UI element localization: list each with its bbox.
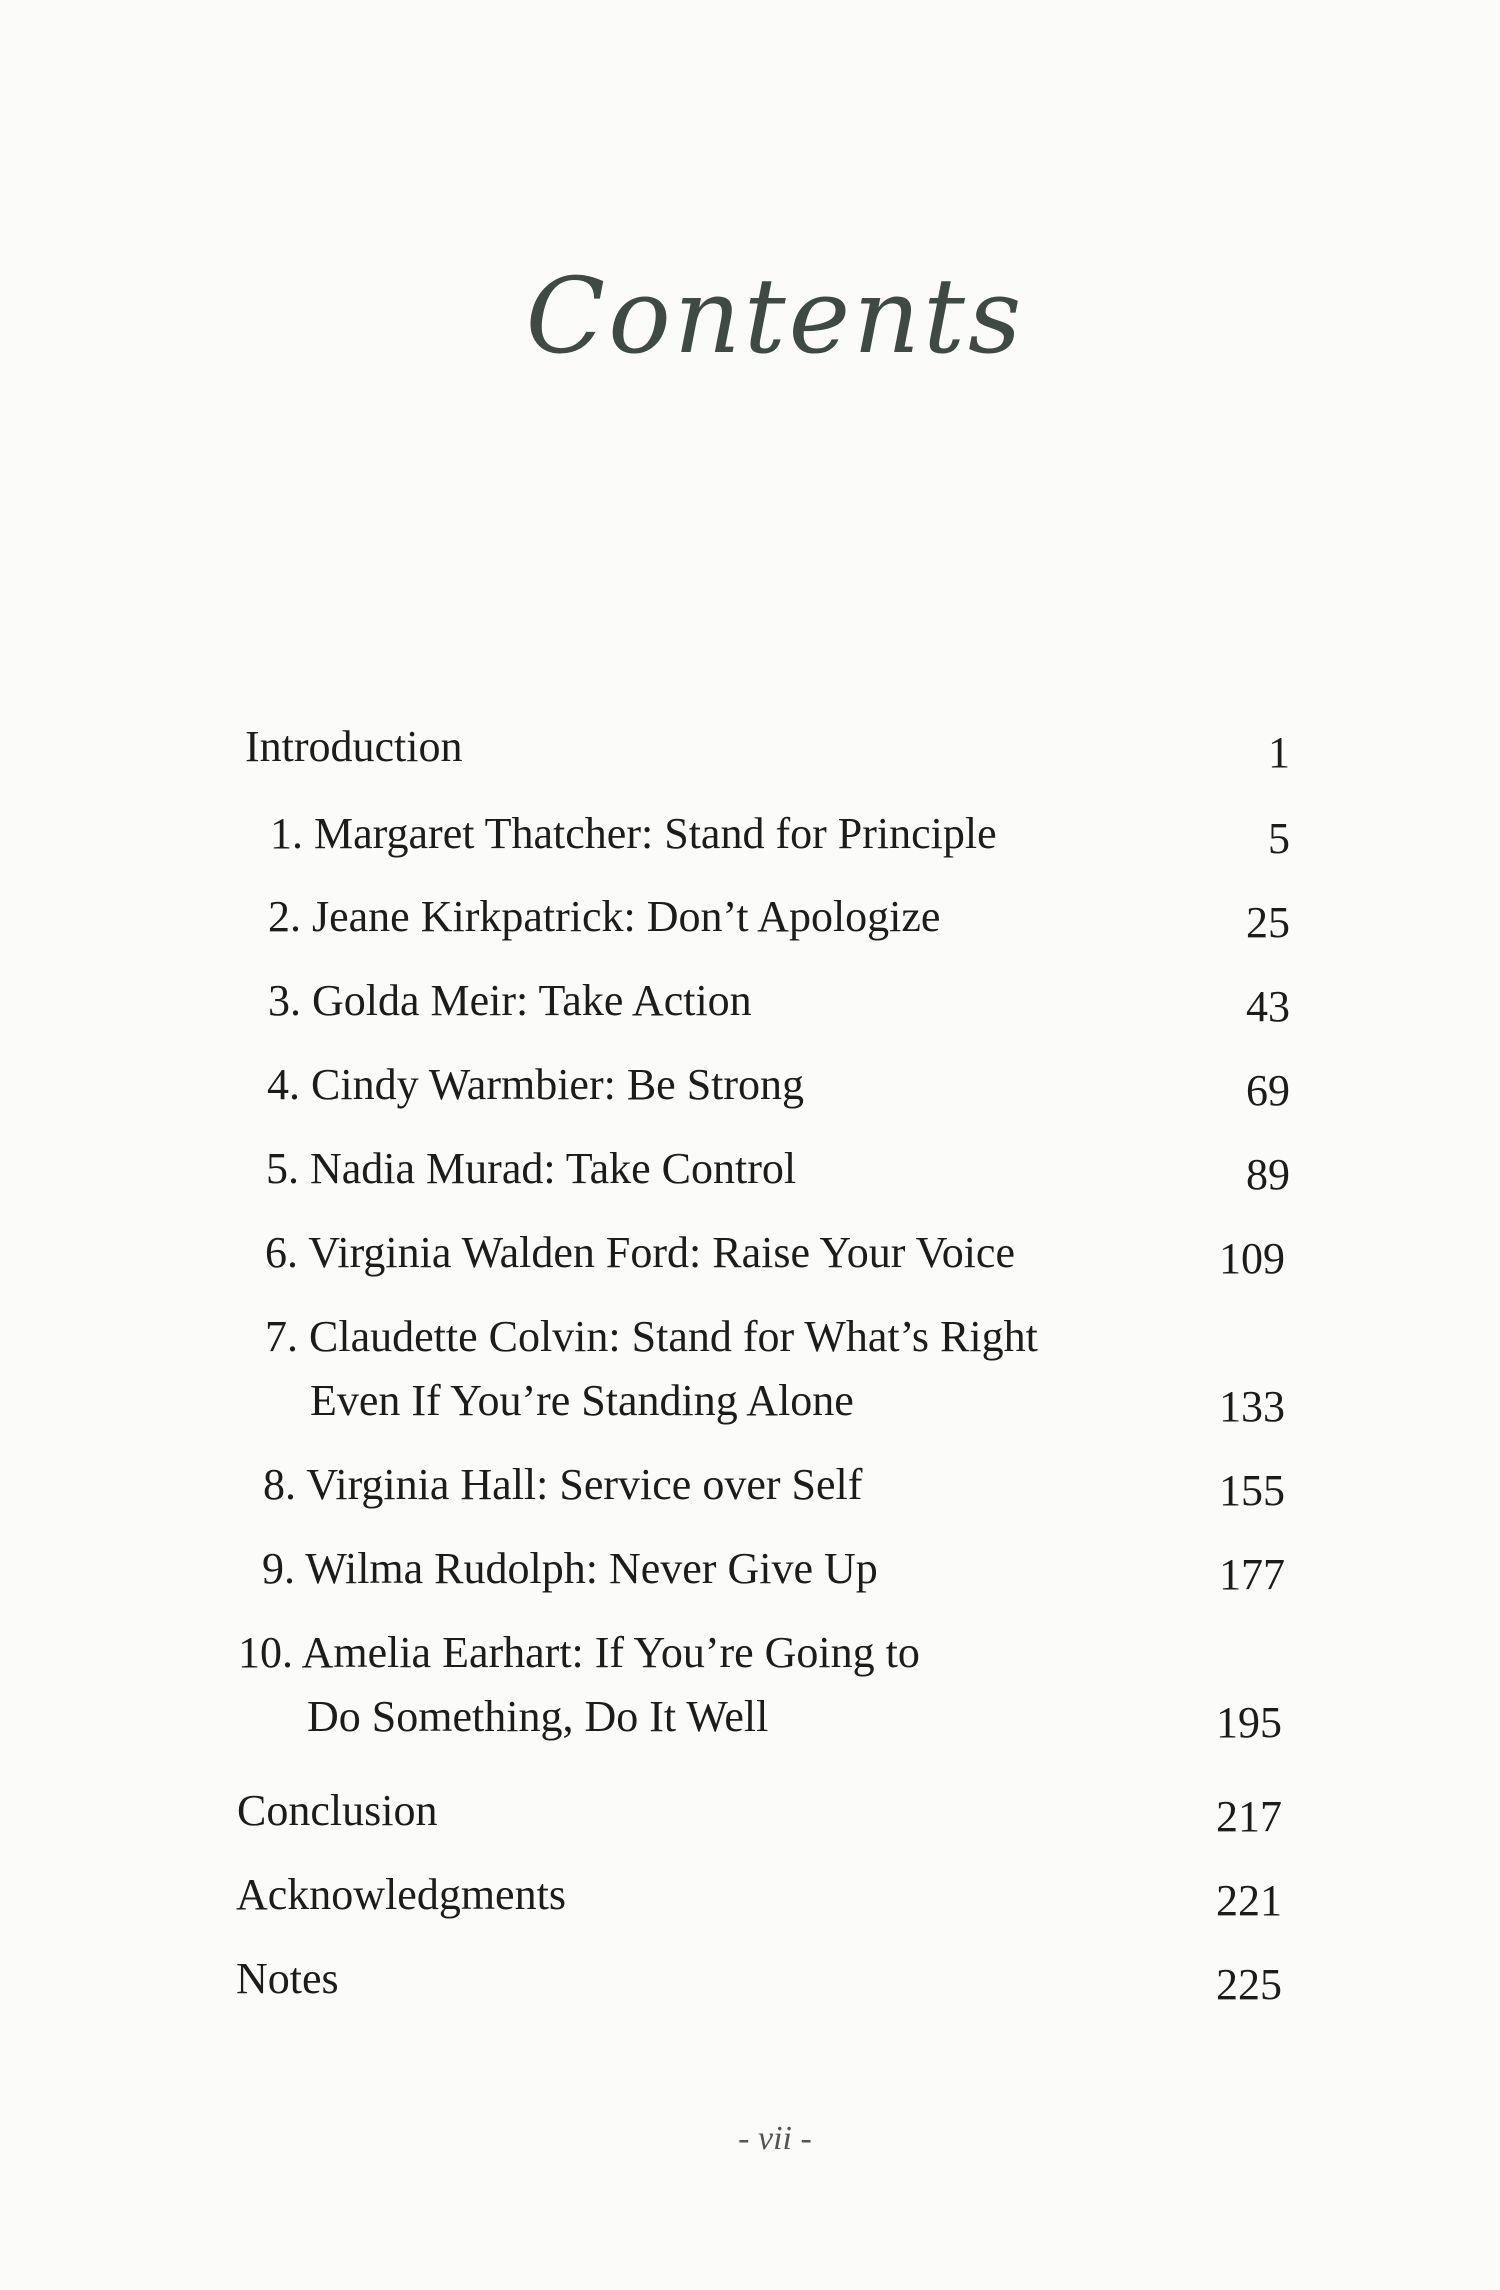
toc-entry-chapter-10-continued: Do Something, Do It Well	[307, 1692, 769, 1741]
toc-entry-chapter-1: 1. Margaret Thatcher: Stand for Principle	[270, 809, 997, 858]
toc-entry-chapter-8: 8. Virginia Hall: Service over Self	[263, 1460, 863, 1509]
toc-entry-chapter-7-continued: Even If You’re Standing Alone	[310, 1376, 854, 1425]
toc-page-chapter-1: 5	[1268, 814, 1290, 863]
toc-page-chapter-5: 89	[1246, 1150, 1290, 1199]
page-number: - vii -	[738, 2120, 812, 2157]
toc-page-notes: 225	[1216, 1960, 1282, 2009]
toc-page-chapter-2: 25	[1246, 898, 1290, 947]
page-title: Contents	[525, 255, 1025, 377]
toc-entry-chapter-6: 6. Virginia Walden Ford: Raise Your Voice	[265, 1228, 1015, 1277]
toc-page-chapter-4: 69	[1246, 1066, 1290, 1115]
toc-entry-chapter-2: 2. Jeane Kirkpatrick: Don’t Apologize	[268, 892, 941, 941]
toc-page-chapter-8: 155	[1219, 1466, 1285, 1515]
toc-page-chapter-6: 109	[1219, 1234, 1285, 1283]
toc-page-chapter-10: 195	[1216, 1698, 1282, 1747]
toc-entry-chapter-9: 9. Wilma Rudolph: Never Give Up	[262, 1544, 878, 1593]
toc-page-acknowledgments: 221	[1216, 1876, 1282, 1925]
toc-entry-conclusion: Conclusion	[237, 1786, 438, 1835]
toc-page-introduction: 1	[1268, 728, 1290, 777]
toc-entry-chapter-3: 3. Golda Meir: Take Action	[268, 976, 752, 1025]
toc-entry-notes: Notes	[236, 1954, 339, 2003]
toc-page-chapter-3: 43	[1246, 982, 1290, 1031]
toc-entry-chapter-4: 4. Cindy Warmbier: Be Strong	[267, 1060, 805, 1109]
toc-entry-chapter-5: 5. Nadia Murad: Take Control	[266, 1144, 797, 1193]
toc-entry-chapter-10: 10. Amelia Earhart: If You’re Going to	[238, 1628, 920, 1677]
toc-page-chapter-7: 133	[1219, 1382, 1285, 1431]
toc-entry-chapter-7: 7. Claudette Colvin: Stand for What’s Right	[265, 1312, 1038, 1361]
toc-entry-acknowledgments: Acknowledgments	[236, 1870, 566, 1919]
toc-page-conclusion: 217	[1216, 1792, 1282, 1841]
toc-entry-introduction: Introduction	[245, 722, 463, 771]
toc-page-chapter-9: 177	[1219, 1550, 1285, 1599]
